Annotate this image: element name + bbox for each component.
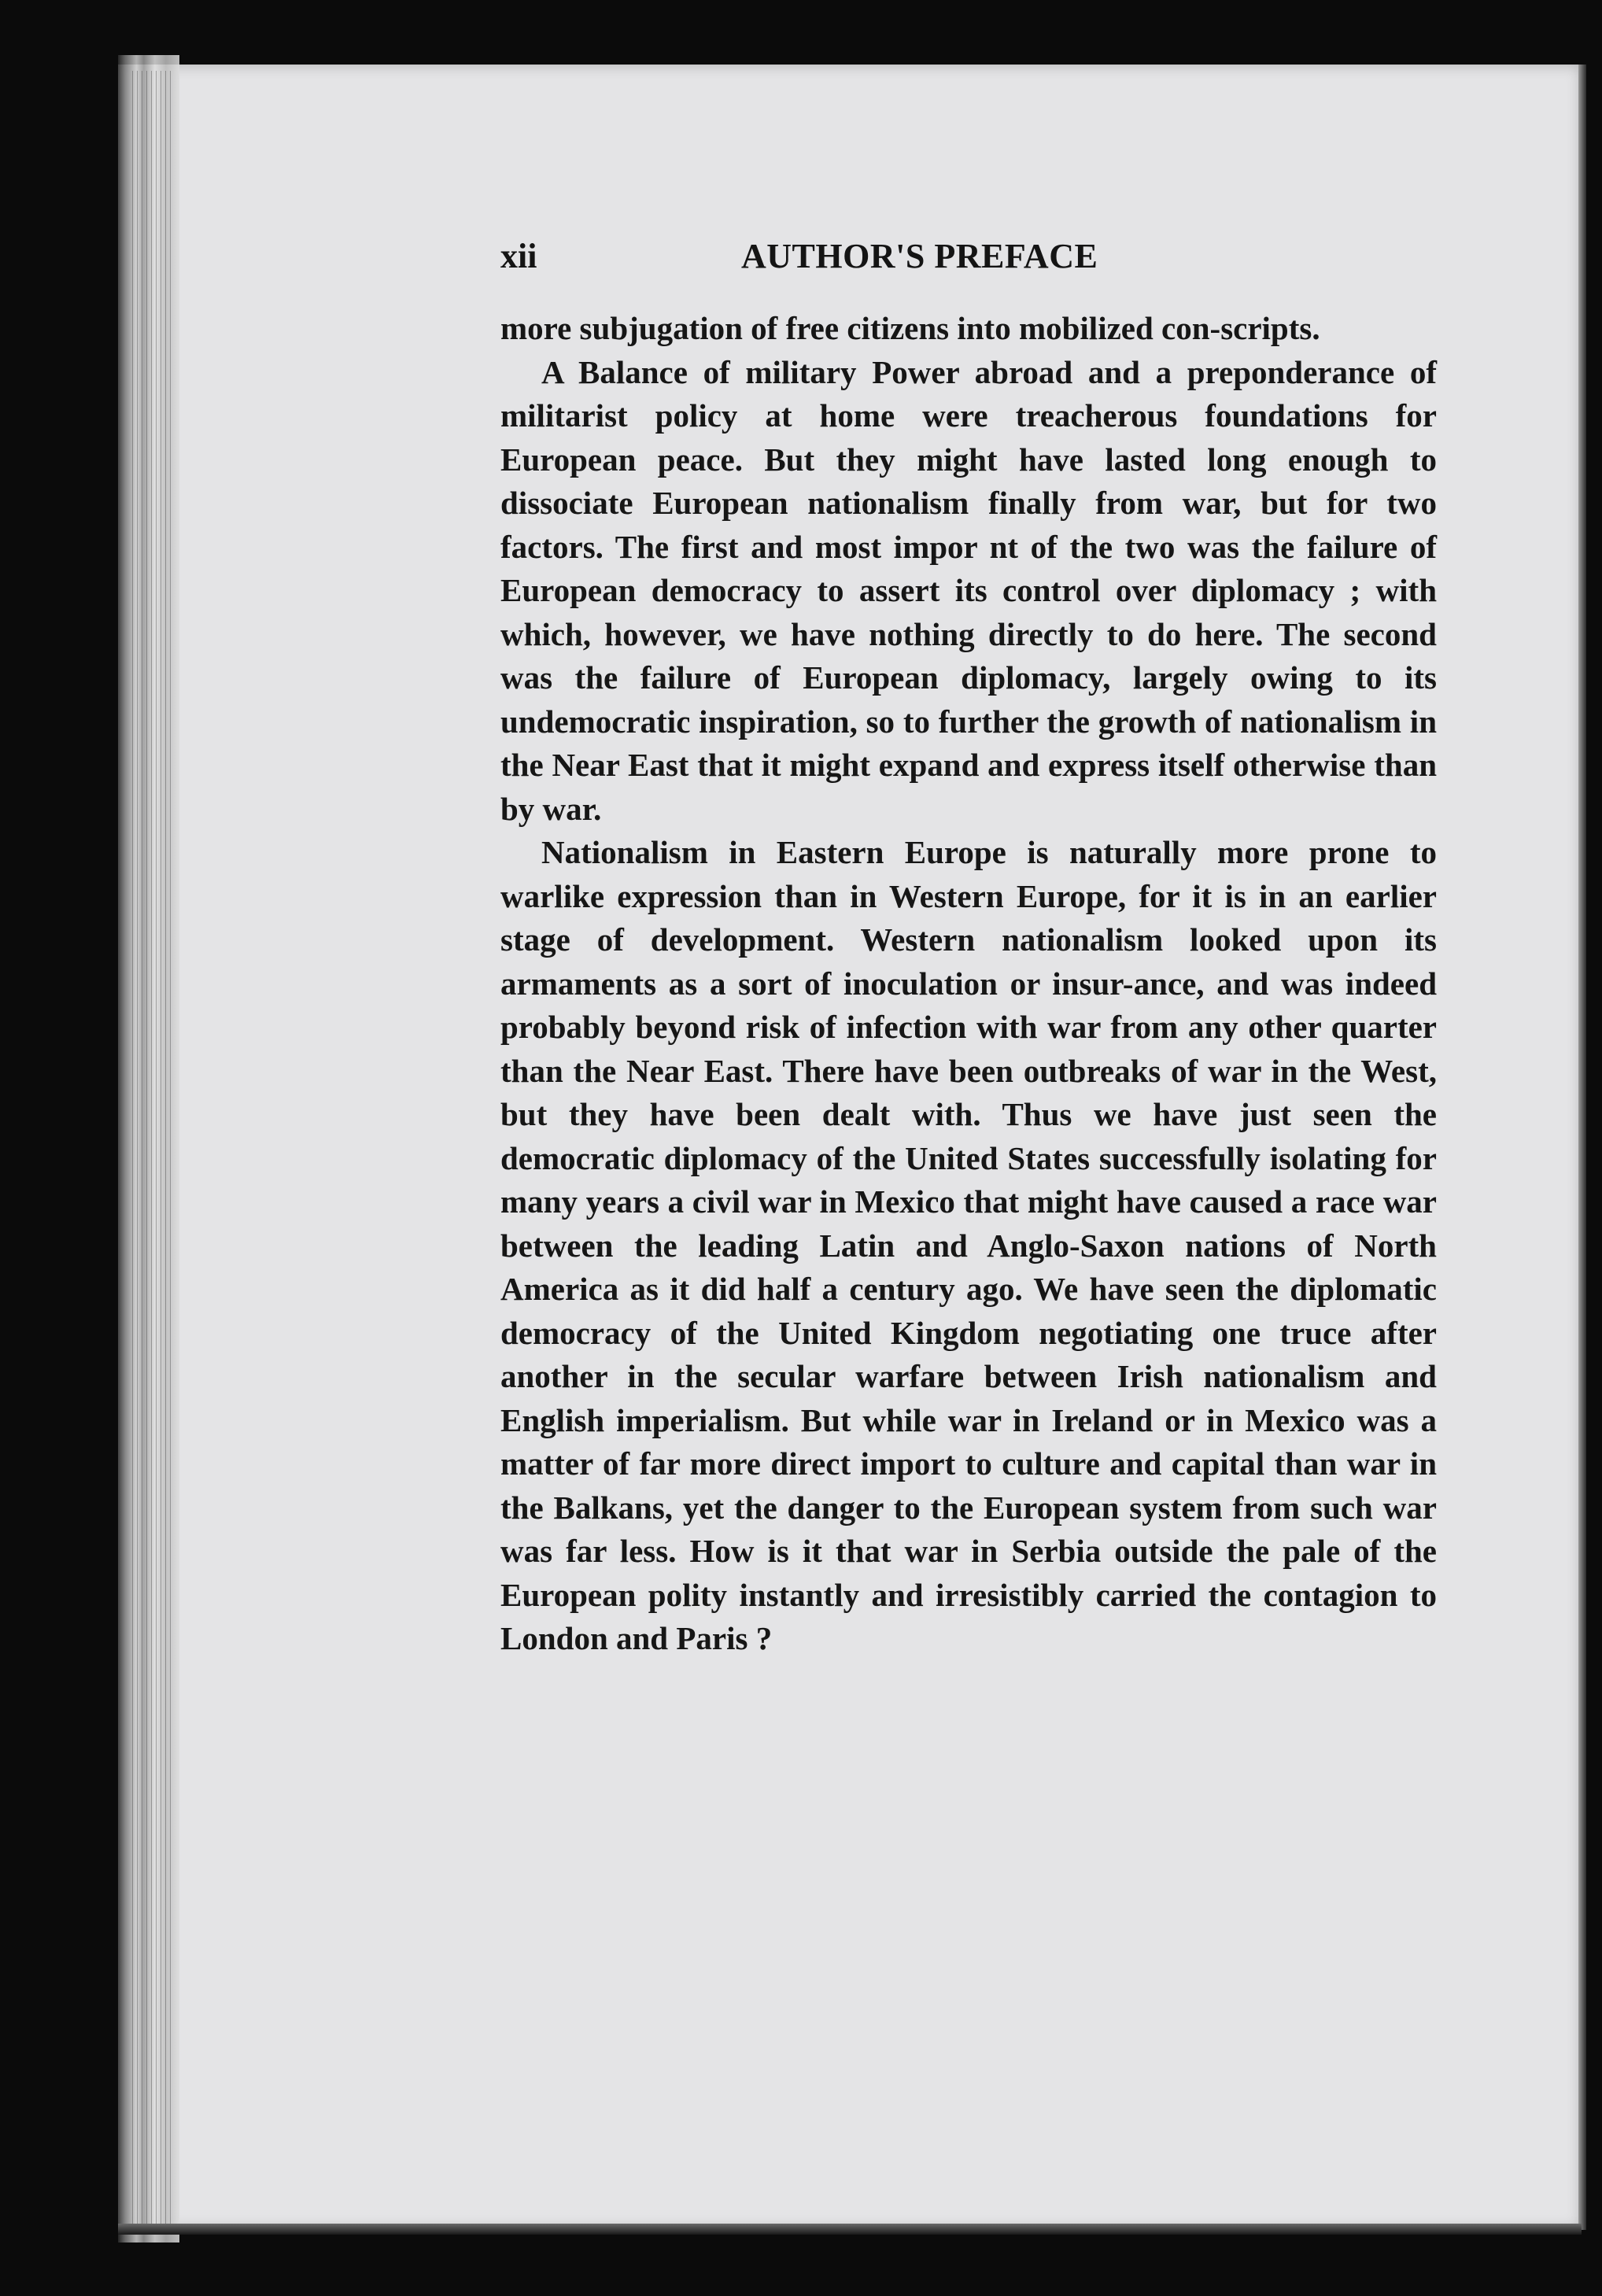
page-number: xii [500, 237, 537, 275]
page-header [500, 236, 1437, 283]
paragraph: A Balance of military Power abroad and a preponderance of militarist policy at home were treacherous foundations for European peace. But they might have lasted long enough to dissociate European nationalism finally from war, but for two factors. The first and most impor nt of the two was the failure of European democracy to assert its control over diplomacy ; with which, however, we have nothing directly to do here. The second was the failure of European diplomacy, largely owing to its undemocratic inspiration, so to further the growth of nationalism in the Near East that it might expand and express itself otherwise than by war. [500, 353, 1437, 827]
page-bottom-edge [118, 2224, 1582, 2235]
running-title: AUTHOR'S PREFACE [741, 237, 1098, 275]
page-right-edge [1578, 65, 1586, 2230]
body-text [500, 307, 1437, 1661]
paragraph-continued: more subjugation of free citizens into mobilized con-scripts. [500, 310, 1320, 346]
page-edge-lines [132, 71, 172, 2227]
paragraph: Nationalism in Eastern Europe is naturally more prone to warlike expression than in Western Europe, for it is in an earlier stage of development. Western nationalism looked upon its armaments as a sort of inoculation or insur-ance, and was indeed probably beyond risk of infection with war from any other quarter than the Near East. There have been outbreaks of war in the West, but they have been dealt with. Thus we have just seen the democratic diplomacy of the United States successfully isolating for many years a civil war in Mexico that might have caused a race war between the leading Latin and Anglo-Saxon nations of North America as it did half a century ago. We have seen the diplomatic democracy of the United Kingdom negotiating one truce after another in the secular warfare between Irish nationalism and English imperialism. But while war in Ireland or in Mexico was a matter of far more direct import to culture and capital than war in the Balkans, yet the danger to the European system from such war was far less. How is it that war in Serbia outside the pale of the European polity instantly and irresistibly carried the contagion to London and Paris ? [500, 834, 1437, 1656]
